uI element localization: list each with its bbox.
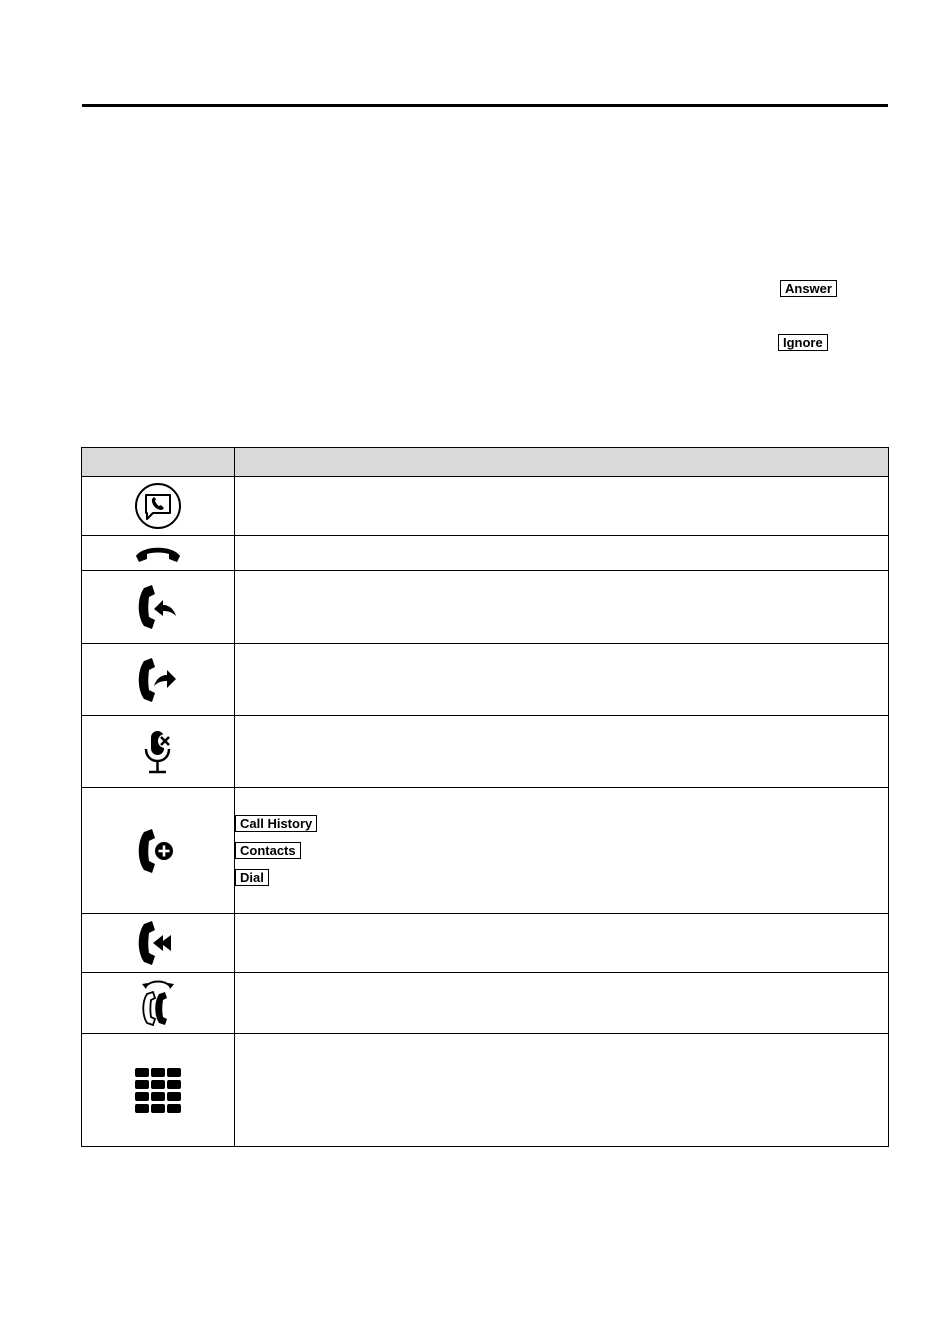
header-description-column [235,448,889,477]
header-icon-column [82,448,235,477]
icon-table [81,447,889,1147]
description-cell [235,788,889,914]
icon-cell [82,477,235,536]
phone-message-bubble-icon[interactable] [133,481,183,531]
description-cell [235,973,889,1034]
icon-cell [82,1034,235,1147]
table-row [82,914,889,973]
description-cell [235,716,889,788]
transfer-to-phone-icon[interactable] [136,582,180,632]
description-cell [235,477,889,536]
table-row [82,571,889,644]
mute-microphone-icon[interactable] [138,727,178,777]
icon-cell [82,788,235,914]
icon-cell [82,716,235,788]
table-row [82,1034,889,1147]
table-row [82,973,889,1034]
icon-cell [82,536,235,571]
ignore-button[interactable]: Ignore [778,334,828,351]
merge-calls-icon[interactable] [136,918,180,968]
swap-calls-icon[interactable] [136,977,180,1029]
description-cell [235,571,889,644]
description-cell [235,536,889,571]
answer-button[interactable]: Answer [780,280,837,297]
dial-button[interactable]: Dial [235,869,269,886]
add-call-options [235,813,888,888]
icon-cell [82,644,235,716]
top-rule [82,104,888,107]
add-call-icon[interactable] [136,826,180,876]
icon-cell [82,973,235,1034]
contacts-button[interactable]: Contacts [235,842,301,859]
description-cell [235,644,889,716]
table-row [82,477,889,536]
table-header-row [82,448,889,477]
description-cell [235,1034,889,1147]
table-row [82,644,889,716]
keypad-icon[interactable] [134,1067,182,1113]
icon-cell [82,571,235,644]
table-row [82,536,889,571]
table-row [82,788,889,914]
table-row [82,716,889,788]
description-cell [235,914,889,973]
icon-cell [82,914,235,973]
hang-up-icon[interactable] [133,541,183,565]
transfer-to-car-icon[interactable] [136,655,180,705]
call-history-button[interactable]: Call History [235,815,317,832]
